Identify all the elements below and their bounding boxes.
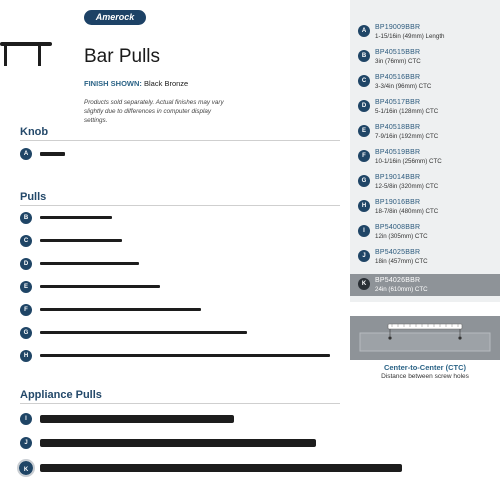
ctc-title: Center-to-Center (CTC) xyxy=(383,363,467,372)
pull-image xyxy=(40,331,247,334)
spec-size: 18in (457mm) CTC xyxy=(375,258,428,265)
spec-letter-badge: C xyxy=(358,75,370,87)
letter-badge: I xyxy=(20,413,32,425)
spec-size: 3-3/4in (96mm) CTC xyxy=(375,83,432,90)
spec-letter-badge: A xyxy=(358,25,370,37)
spec-sku: BP19009BBR xyxy=(375,24,421,31)
spec-row-g xyxy=(350,171,500,193)
ctc-description: Distance between screw holes xyxy=(381,373,469,380)
spec-size: 3in (76mm) CTC xyxy=(375,58,421,65)
spec-panel xyxy=(350,0,500,302)
spec-row-i xyxy=(350,221,500,243)
letter-badge: A xyxy=(20,148,32,160)
appliance-pull-image xyxy=(40,464,402,472)
spec-sku: BP40518BBR xyxy=(375,124,421,131)
product-row-j xyxy=(20,437,420,449)
letter-badge: D xyxy=(20,258,32,270)
pull-image xyxy=(40,216,112,219)
pull-image xyxy=(40,239,122,242)
spec-row-a xyxy=(350,21,500,43)
spec-row-f xyxy=(350,146,500,168)
spec-sku: BP40515BBR xyxy=(375,49,421,56)
letter-badge: H xyxy=(20,350,32,362)
letter-badge: G xyxy=(20,327,32,339)
spec-sku: BP54008BBR xyxy=(375,224,421,231)
spec-size: 12in (305mm) CTC xyxy=(375,233,428,240)
spec-letter-badge: J xyxy=(358,250,370,262)
spec-sku: BP40519BBR xyxy=(375,149,421,156)
amerock-logo: Amerock xyxy=(84,10,146,25)
spec-letter-badge: I xyxy=(358,225,370,237)
pull-image xyxy=(40,285,160,288)
spec-row-b xyxy=(350,46,500,68)
pull-image xyxy=(40,262,139,265)
spec-size: 18-7/8in (480mm) CTC xyxy=(375,208,439,215)
spec-sku: BP54026BBR xyxy=(375,277,421,284)
spec-letter-badge: K xyxy=(358,278,370,290)
spec-letter-badge: G xyxy=(358,175,370,187)
ctc-illustration xyxy=(350,316,500,360)
spec-letter-badge: B xyxy=(358,50,370,62)
page-title: Bar Pulls xyxy=(84,46,161,67)
pull-image xyxy=(40,308,201,311)
pull-image xyxy=(40,354,330,357)
appliance-pull-image xyxy=(40,439,316,447)
letter-badge: F xyxy=(20,304,32,316)
letter-badge: B xyxy=(20,212,32,224)
finish-line xyxy=(84,79,188,88)
letter-badge: E xyxy=(20,281,32,293)
section-title-pulls: Pulls xyxy=(20,191,47,203)
spec-size: 12-5/8in (320mm) CTC xyxy=(375,183,439,190)
ctc-diagram xyxy=(350,316,500,360)
spec-row-c xyxy=(350,71,500,93)
finish-label: FINISH SHOWN: xyxy=(84,79,142,88)
section-divider xyxy=(20,403,340,404)
section-divider xyxy=(20,205,340,206)
hero-bar-pull-image xyxy=(0,36,52,68)
spec-size: 5-1/16in (128mm) CTC xyxy=(375,108,439,115)
spec-row-d xyxy=(350,96,500,118)
letter-badge: C xyxy=(20,235,32,247)
spec-letter-badge: D xyxy=(358,100,370,112)
spec-row-e xyxy=(350,121,500,143)
product-row-k xyxy=(20,462,420,474)
letter-badge: J xyxy=(20,437,32,449)
product-row-f xyxy=(20,304,420,316)
spec-sku: BP54025BBR xyxy=(375,249,421,256)
knob-image xyxy=(40,152,65,156)
spec-sku: BP19014BBR xyxy=(375,174,421,181)
section-title-appliance-pulls: Appliance Pulls xyxy=(20,389,102,401)
spec-size: 1-15/16in (49mm) Length xyxy=(375,33,445,40)
spec-letter-badge: F xyxy=(358,150,370,162)
spec-row-k xyxy=(350,274,500,296)
appliance-pull-image xyxy=(40,415,234,423)
section-title-knob: Knob xyxy=(20,126,49,138)
spec-size: 10-1/16in (256mm) CTC xyxy=(375,158,442,165)
spec-sku: BP19016BBR xyxy=(375,199,421,206)
spec-size: 7-9/16in (192mm) CTC xyxy=(375,133,439,140)
spec-sku: BP40517BBR xyxy=(375,99,421,106)
section-divider xyxy=(20,140,340,141)
letter-badge-selected: K xyxy=(17,459,35,477)
disclaimer-note: Products sold separately. Actual finishes may vary slightly due to differences in computer display settings. xyxy=(84,99,224,124)
spec-letter-badge: E xyxy=(358,125,370,137)
finish-value: Black Bronze xyxy=(144,79,189,88)
spec-row-j xyxy=(350,246,500,268)
spec-letter-badge: H xyxy=(358,200,370,212)
product-row-i xyxy=(20,413,420,425)
spec-row-h xyxy=(350,196,500,218)
spec-size: 24in (610mm) CTC xyxy=(375,286,428,293)
spec-sku: BP40516BBR xyxy=(375,74,421,81)
